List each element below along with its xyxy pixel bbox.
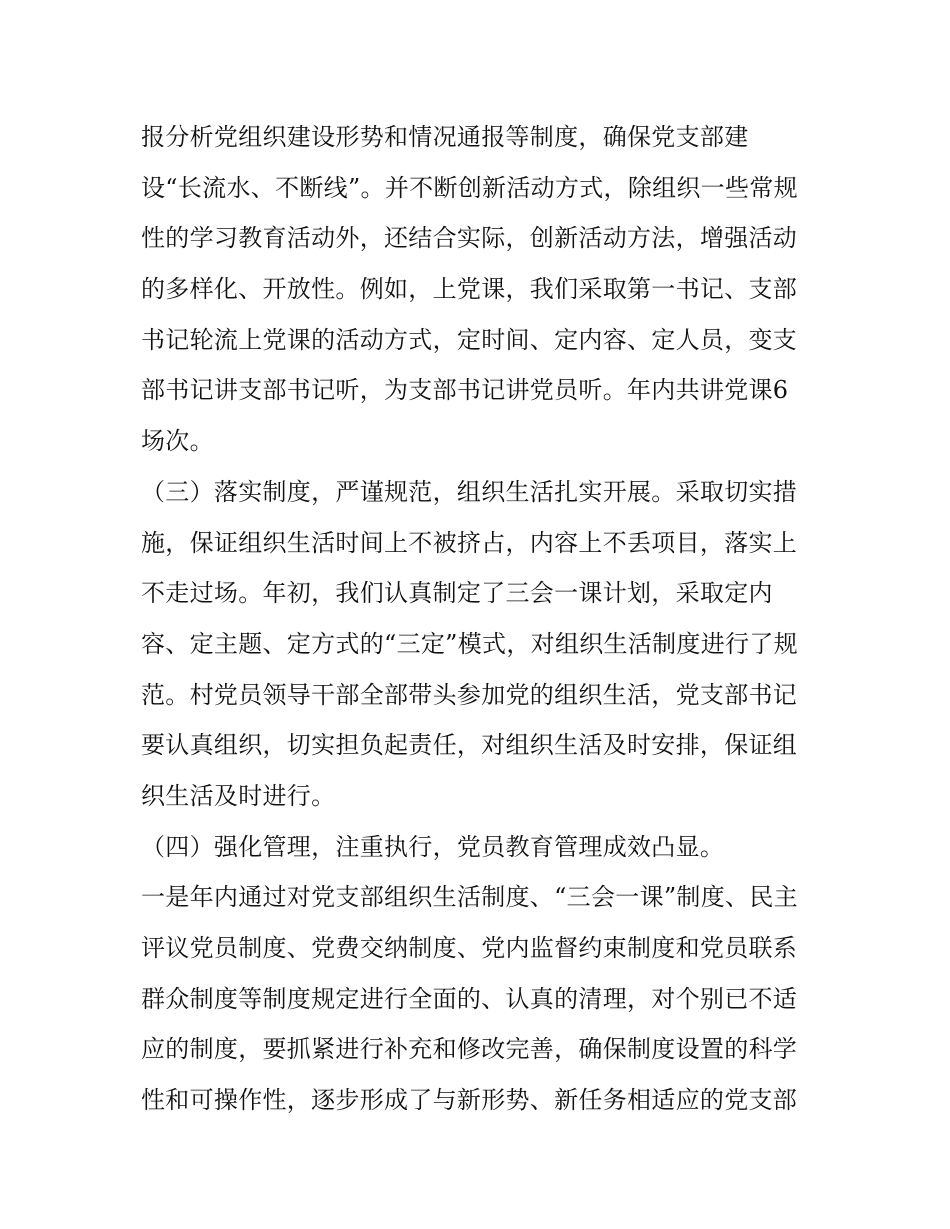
text-line: 范。村党员领导干部全部带头参加党的组织生活，党支部书记 <box>141 680 798 709</box>
text-line: 不走过场。年初，我们认真制定了三会一课计划，采取定内 <box>141 579 773 608</box>
text-line: 设“长流水、不断线”。并不断创新活动方式，除组织一些常规 <box>141 173 798 202</box>
text-line: 施，保证组织生活时间上不被挤占，内容上不丢项目，落实上 <box>141 528 798 557</box>
text-line: 性的学习教育活动外，还结合实际，创新活动方法，增强活动 <box>141 224 798 253</box>
text-line: 应的制度，要抓紧进行补充和修改完善，确保制度设置的科学 <box>141 1035 798 1064</box>
section-heading-4: （四）强化管理，注重执行，党员教育管理成效凸显。 <box>141 832 725 861</box>
text-line: 的多样化、开放性。例如，上党课，我们采取第一书记、支部 <box>141 275 798 304</box>
text-line: 要认真组织，切实担负起责任，对组织生活及时安排，保证组 <box>141 731 798 760</box>
section-heading-3: （三）落实制度，严谨规范，组织生活扎实开展。采取切实措 <box>141 477 798 506</box>
text-line: 性和可操作性，逐步形成了与新形势、新任务相适应的党支部 <box>141 1086 798 1115</box>
text-line: 评议党员制度、党费交纳制度、党内监督约束制度和党员联系 <box>141 934 798 962</box>
text-line: 部书记讲支部书记听，为支部书记讲党员听。年内共讲党课6 <box>141 376 789 405</box>
text-line: 一是年内通过对党支部组织生活制度、“三会一课”制度、民主 <box>141 883 798 912</box>
text-line: 容、定主题、定方式的“三定”模式，对组织生活制度进行了规 <box>141 629 798 658</box>
text-line: 织生活及时进行。 <box>141 781 336 810</box>
body-text <box>141 112 821 1126</box>
text-line: 场次。 <box>141 427 214 456</box>
text-line: 群众制度等制度规定进行全面的、认真的清理，对个别已不适 <box>141 984 798 1013</box>
text-line: 报分析党组织建设形势和情况通报等制度，确保党支部建 <box>141 123 749 151</box>
text-line: 书记轮流上党课的活动方式，定时间、定内容、定人员，变支 <box>141 325 798 354</box>
